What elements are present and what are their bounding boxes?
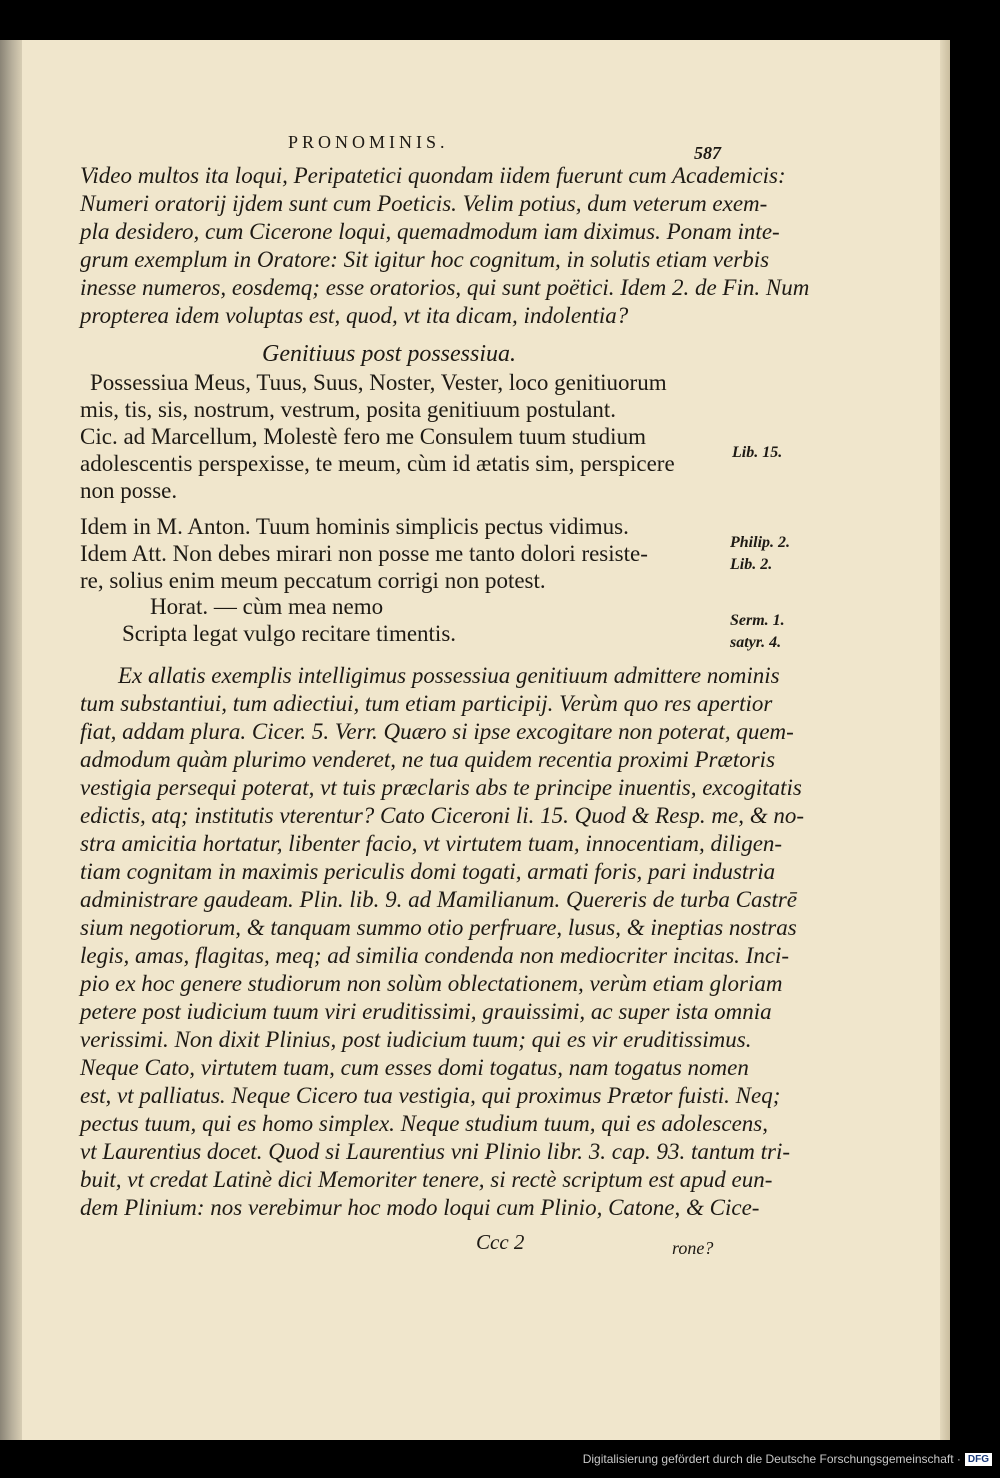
- text-line: Cic. ad Marcellum, Molestè fero me Consulem tuum studium: [80, 424, 646, 449]
- text-line: legis, amas, flagitas, meq; ad similia condenda non mediocriter incitas. Inci-: [80, 943, 790, 968]
- page-edge: [940, 40, 950, 1440]
- margin-note: Philip. 2.: [730, 534, 791, 551]
- text-line: Video multos ita loqui, Peripatetici quondam iidem fuerunt cum Academicis:: [80, 163, 786, 188]
- text-line: inesse numeros, eosdemq; esse oratorios, qui sunt poëtici. Idem 2. de Fin. Num: [80, 275, 810, 300]
- book-page: [0, 40, 950, 1440]
- text-line: dem Plinium: nos verebimur hoc modo loqui cum Plinio, Catone, & Cice-: [80, 1195, 760, 1220]
- text-line: petere post iudicium tuum viri eruditissimi, grauissimi, ac super ista omnia: [80, 999, 772, 1024]
- text-line: non posse.: [80, 478, 178, 503]
- margin-note: Serm. 1.: [730, 612, 785, 629]
- footer-text: Digitalisierung gefördert durch die Deutsche Forschungsgemeinschaft ·: [582, 1452, 961, 1466]
- margin-note: satyr. 4.: [730, 634, 782, 651]
- margin-note: Lib. 15.: [732, 444, 783, 461]
- text-line: est, vt palliatus. Neque Cicero tua vestigia, qui proximus Prætor fuisti. Neq;: [80, 1083, 781, 1108]
- text-line: grum exemplum in Oratore: Sit igitur hoc cognitum, in solutis etiam verbis: [80, 247, 770, 272]
- running-head: PRONOMINIS.: [288, 132, 449, 152]
- text-line: Neque Cato, virtutem tuam, cum esses domi togatus, nam togatus nomen: [80, 1055, 749, 1080]
- catchword: rone?: [672, 1238, 714, 1258]
- text-line: Idem in M. Anton. Tuum hominis simplicis pectus vidimus.: [80, 514, 629, 539]
- text-line: pio ex hoc genere studiorum non solùm oblectationem, verùm etiam gloriam: [80, 971, 783, 996]
- text-line: Idem Att. Non debes mirari non posse me tanto dolori resiste-: [80, 541, 648, 566]
- text-line: Ex allatis exemplis intelligimus possessiua genitiuum admittere nominis: [118, 663, 780, 688]
- text-line: sium negotiorum, & tanquam summo otio perfruare, lusus, & ineptias nostras: [80, 915, 797, 940]
- dfg-logo: DFG: [965, 1453, 992, 1466]
- verse-line: Scripta legat vulgo recitare timentis.: [122, 621, 457, 646]
- text-line: fiat, addam plura. Cicer. 5. Verr. Quæro si ipse excogitare non poterat, quem-: [80, 719, 794, 744]
- text-line: tiam cognitam in maximis periculis domi togati, armati foris, pari industria: [80, 859, 776, 884]
- text-line: tum substantiui, tum adiectiui, tum etiam participij. Verùm quo res apertior: [80, 691, 773, 716]
- page-number: 587: [694, 143, 721, 163]
- text-line: pectus tuum, qui es homo simplex. Neque studium tuum, qui es adolescens,: [80, 1111, 768, 1136]
- text-line: administrare gaudeam. Plin. lib. 9. ad Mamilianum. Quereris de turba Castrē: [80, 887, 798, 912]
- verse-line: Horat. — cùm mea nemo: [150, 594, 384, 619]
- text-line: vt Laurentius docet. Quod si Laurentius vni Plinio libr. 3. cap. 93. tantum tri-: [80, 1139, 791, 1164]
- text-line: adolescentis perspexisse, te meum, cùm id ætatis sim, perspicere: [80, 451, 675, 476]
- text-line: stra amicitia hortatur, libenter facio, vt virtutem tuam, innocentiam, diligen-: [80, 831, 783, 856]
- text-line: verissimi. Non dixit Plinius, post iudicium tuum; qui es vir eruditissimus.: [80, 1027, 752, 1052]
- text-line: edictis, atq; institutis vterentur? Cato Ciceroni li. 15. Quod & Resp. me, & no-: [80, 803, 805, 828]
- text-line: admodum quàm plurimo venderet, ne tua quidem recentia proximi Prætoris: [80, 747, 776, 772]
- text-line: buit, vt credat Latinè dici Memoriter tenere, si rectè scriptum est apud eun-: [80, 1167, 773, 1192]
- book-binding: [0, 40, 22, 1440]
- section-heading: Genitiuus post possessiua.: [262, 341, 517, 367]
- margin-note: Lib. 2.: [730, 556, 773, 573]
- footer-credit: [583, 1452, 992, 1466]
- text-line: Possessiua Meus, Tuus, Suus, Noster, Vester, loco genitiuorum: [90, 370, 667, 395]
- text-line: vestigia persequi poterat, vt tuis præclaris abs te principe inuentis, excogitatis: [80, 775, 802, 800]
- signature-mark: Ccc 2: [476, 1230, 525, 1254]
- text-line: pla desidero, cum Cicerone loqui, quemadmodum iam diximus. Ponam inte-: [80, 219, 780, 244]
- text-line: Numeri oratorij ijdem sunt cum Poeticis. Velim potius, dum veterum exem-: [80, 191, 768, 216]
- text-line: re, solius enim meum peccatum corrigi non potest.: [80, 568, 546, 593]
- text-line: mis, tis, sis, nostrum, vestrum, posita genitiuum postulant.: [80, 397, 617, 422]
- text-line: propterea idem voluptas est, quod, vt ita dicam, indolentia?: [80, 303, 629, 328]
